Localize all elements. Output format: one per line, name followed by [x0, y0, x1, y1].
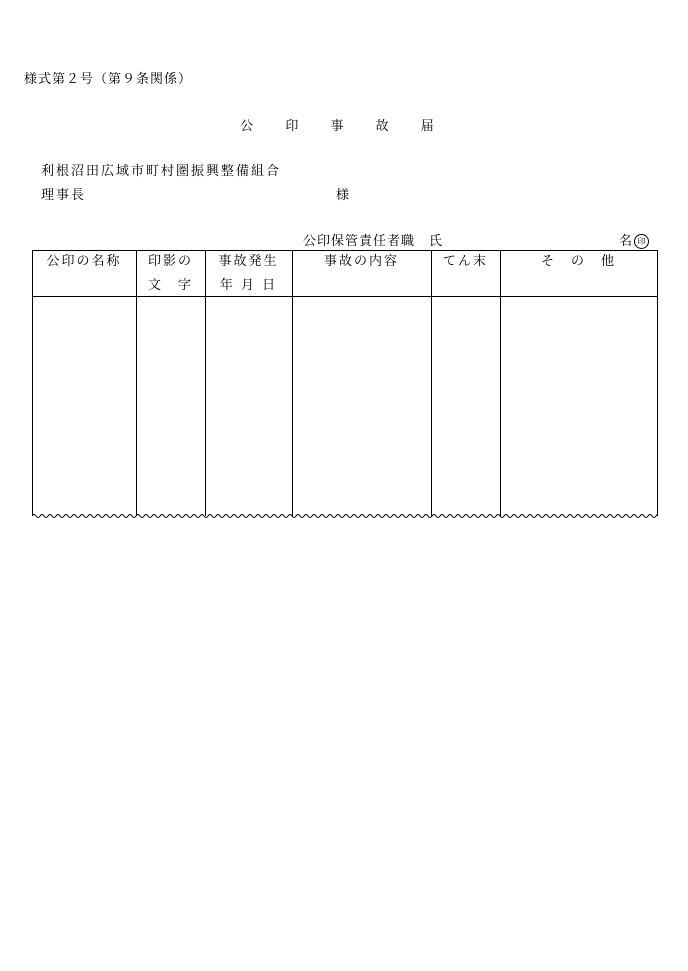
document-title — [0, 115, 688, 134]
column-header-incident-date: 事故発生 年 月 日 — [218, 254, 279, 293]
name-label: 名 — [618, 234, 633, 249]
form-number: 様式第２号（第９条関係） — [24, 72, 193, 87]
incident-table — [32, 250, 658, 516]
title-char: 公 — [240, 119, 254, 134]
title-char: 事 — [330, 119, 344, 134]
seal-icon: 印 — [634, 234, 649, 249]
column-header-outcome: てん末 — [442, 254, 488, 269]
column-header-seal-impression: 印影の 文 字 — [147, 254, 193, 293]
wavy-bottom-edge — [32, 515, 658, 518]
title-char: 届 — [420, 119, 434, 134]
addressee-honorific: 様 — [336, 188, 350, 203]
submitter-label: 公印保管責任者職 氏 — [303, 234, 444, 249]
addressee-role: 理事長 — [41, 188, 87, 203]
column-header-incident-details: 事故の内容 — [323, 254, 399, 269]
submitter-name-field — [619, 230, 649, 249]
title-char: 印 — [285, 119, 299, 134]
column-header-seal-name: 公印の名称 — [46, 254, 122, 269]
table-grid — [32, 250, 658, 522]
title-char: 故 — [375, 119, 389, 134]
submitter-line — [303, 230, 655, 249]
addressee-organization: 利根沼田広域市町村圏振興整備組合 — [41, 164, 282, 179]
column-header-other: そ の 他 — [540, 254, 616, 269]
